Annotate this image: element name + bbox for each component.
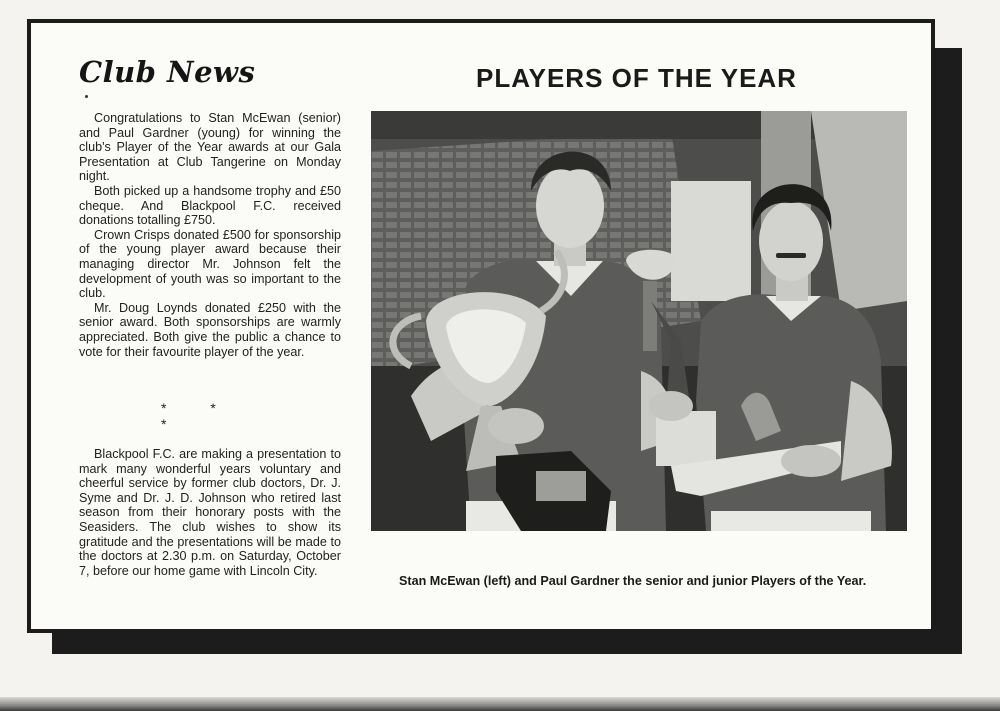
article-paragraph: Mr. Doug Loynds donated £250 with the senior award. Both sponsorships are warmly appreciated. Both give the public a chance to vote for their favourite player of the year.	[79, 300, 341, 359]
article-paragraph: Crown Crisps donated £500 for sponsorship of the young player award because their managing director Mr. Johnson felt the development of youth was so important to the club.	[79, 227, 341, 301]
article-paragraph: Congratulations to Stan McEwan (senior) and Paul Gardner (young) for winning the club's Player of the Year awards at our Gala Presentation at Club Tangerine on Monday night.	[79, 111, 341, 184]
programme-page	[27, 19, 935, 633]
print-speck	[85, 95, 88, 98]
hand	[488, 408, 544, 444]
section-separator: * * *	[161, 400, 236, 432]
section-title: Club News	[79, 55, 256, 89]
article-paragraph: Both picked up a handsome trophy and £50 cheque. And Blackpool F.C. received donations totalling £750.	[79, 183, 341, 228]
photo-caption: Stan McEwan (left) and Paul Gardner the senior and junior Players of the Year.	[399, 574, 867, 588]
scan-edge	[0, 697, 1000, 711]
hand	[649, 391, 693, 421]
article-paragraph: Blackpool F.C. are making a presentation to mark many wonderful years voluntary and cheerful service by former club doctors, Dr. J. Syme and Dr. J. D. Johnson who retired last season from their honorary posts with the Seasiders. The club wishes to show its gratitude and the presentations will be made to the doctors at 2.30 p.m. on Saturday, October 7, before our home game with Lincoln City.	[79, 447, 341, 578]
hand	[781, 445, 841, 477]
headline: PLAYERS OF THE YEAR	[476, 63, 797, 93]
players-photo	[371, 111, 907, 531]
players-photo-illustration	[371, 111, 907, 531]
article-doctors	[79, 447, 341, 578]
article-awards	[79, 111, 341, 359]
